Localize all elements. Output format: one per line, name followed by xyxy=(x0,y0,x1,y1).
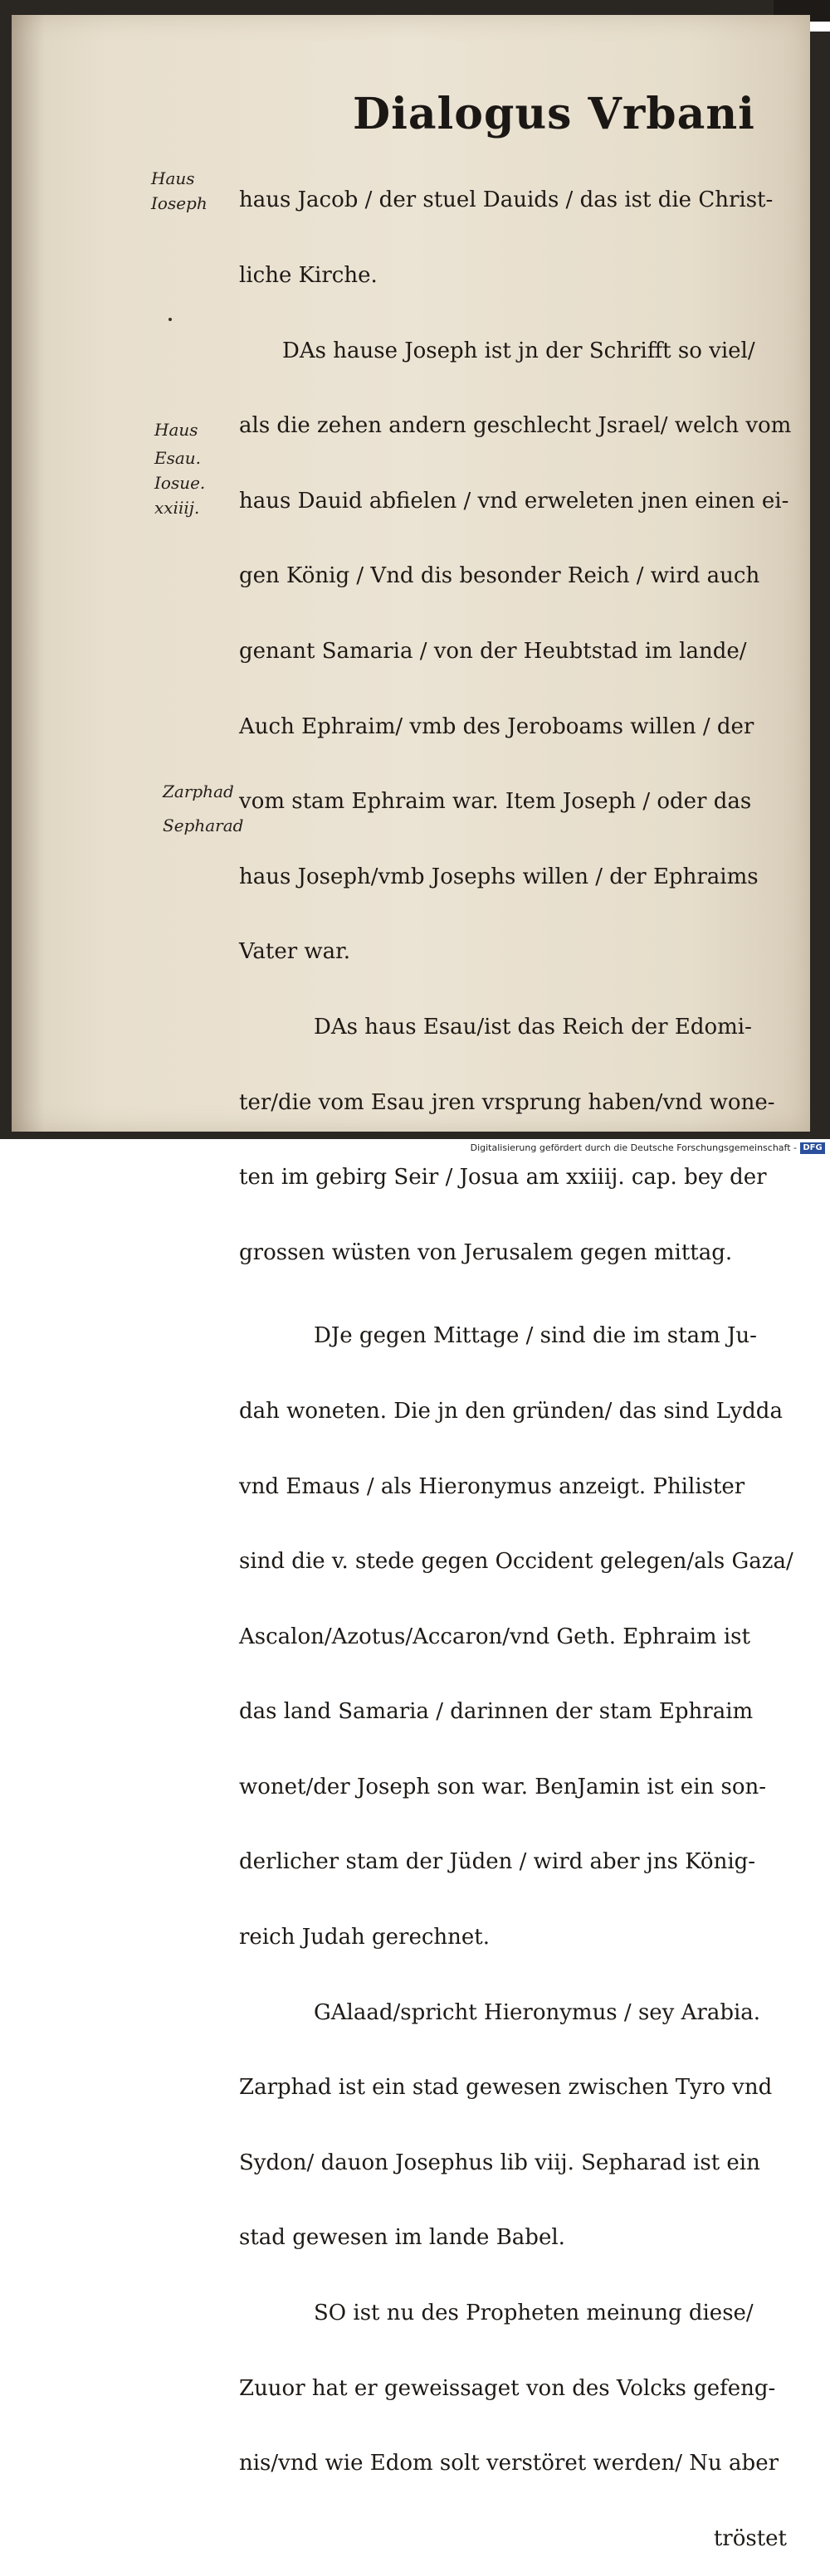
text-line: vom stam Ephraim war. Item Joseph / oder das xyxy=(239,789,752,815)
funding-credit: Digitalisierung gefördert durch die Deutsche Forschungsgemeinschaft - xyxy=(470,1142,797,1153)
margin-note: Zarphad xyxy=(163,782,234,801)
text-line: DAs hause Joseph ist jn der Schrifft so viel/ xyxy=(282,338,755,363)
text-line: als die zehen andern geschlecht Jsrael/ welch vom xyxy=(239,413,792,439)
text-line: derlicher stam der Jüden / wird aber jns König- xyxy=(239,1849,756,1875)
ink-speck xyxy=(168,318,172,321)
text-line: dah woneten. Die jn den gründen/ das sind Lydda xyxy=(239,1398,783,1424)
text-line: haus Jacob / der stuel Dauids / das ist die Christ- xyxy=(239,187,774,213)
margin-note: Ioseph xyxy=(151,193,208,213)
text-line: liche Kirche. xyxy=(239,263,378,288)
text-line: ten im gebirg Seir / Josua am xxiiij. cap. bey der xyxy=(239,1165,767,1191)
text-line: sind die v. stede gegen Occident gelegen/als Gaza/ xyxy=(239,1549,793,1575)
dfg-logo: DFG xyxy=(800,1142,825,1154)
text-line: haus Joseph/vmb Josephs willen / der Ephraims xyxy=(239,864,759,889)
text-line: Sydon/ dauon Josephus lib viij. Sepharad ist ein xyxy=(239,2150,760,2175)
text-line: Zarphad ist ein stad gewesen zwischen Tyro vnd xyxy=(239,2075,773,2101)
text-line: nis/vnd wie Edom solt verstöret werden/ Nu aber xyxy=(239,2451,779,2476)
text-line: Zuuor hat er geweissaget von des Volcks gefeng- xyxy=(239,2375,776,2401)
margin-note: Esau. xyxy=(154,448,202,468)
running-title: Dialogus Vrbani xyxy=(353,89,755,139)
text-line: DAs haus Esau/ist das Reich der Edomi- xyxy=(314,1014,752,1040)
text-line: gen König / Vnd dis besonder Reich / wird auch xyxy=(239,563,760,589)
text-line: DJe gegen Mittage / sind die im stam Ju- xyxy=(314,1323,757,1349)
text-line: GAlaad/spricht Hieronymus / sey Arabia. xyxy=(314,1999,761,2025)
margin-note: Haus xyxy=(151,168,195,188)
gutter-shadow xyxy=(12,15,45,1132)
catchword: tröstet xyxy=(713,2525,787,2551)
text-line: genant Samaria / von der Heubtstad im lande/ xyxy=(239,638,747,664)
text-line: das land Samaria / darinnen der stam Ephraim xyxy=(239,1699,754,1725)
margin-note: Sepharad xyxy=(163,816,244,835)
margin-note: Haus xyxy=(154,420,198,440)
text-line: reich Judah gerechnet. xyxy=(239,1925,491,1950)
text-line: stad gewesen im lande Babel. xyxy=(239,2225,565,2251)
text-line: Auch Ephraim/ vmb des Jeroboams willen / der xyxy=(239,713,754,739)
margin-note: Iosue. xyxy=(154,473,206,493)
text-line: vnd Emaus / als Hieronymus anzeigt. Philister xyxy=(239,1473,745,1499)
footer-bar xyxy=(0,1139,830,1157)
margin-note: xxiiij. xyxy=(154,498,200,518)
text-line: Ascalon/Azotus/Accaron/vnd Geth. Ephraim ist xyxy=(239,1624,750,1649)
text-line: Vater war. xyxy=(239,939,351,965)
text-line: grossen wüsten von Jerusalem gegen mittag. xyxy=(239,1239,733,1265)
text-line: SO ist nu des Propheten meinung diese/ xyxy=(314,2301,754,2326)
text-line: wonet/der Joseph son war. BenJamin ist ein son- xyxy=(239,1774,767,1799)
body-text-block xyxy=(239,138,793,2576)
text-line: haus Dauid abfielen / vnd erweleten jnen einen ei- xyxy=(239,488,789,514)
text-line: ter/die vom Esau jren vrsprung haben/vnd wone- xyxy=(239,1089,775,1115)
